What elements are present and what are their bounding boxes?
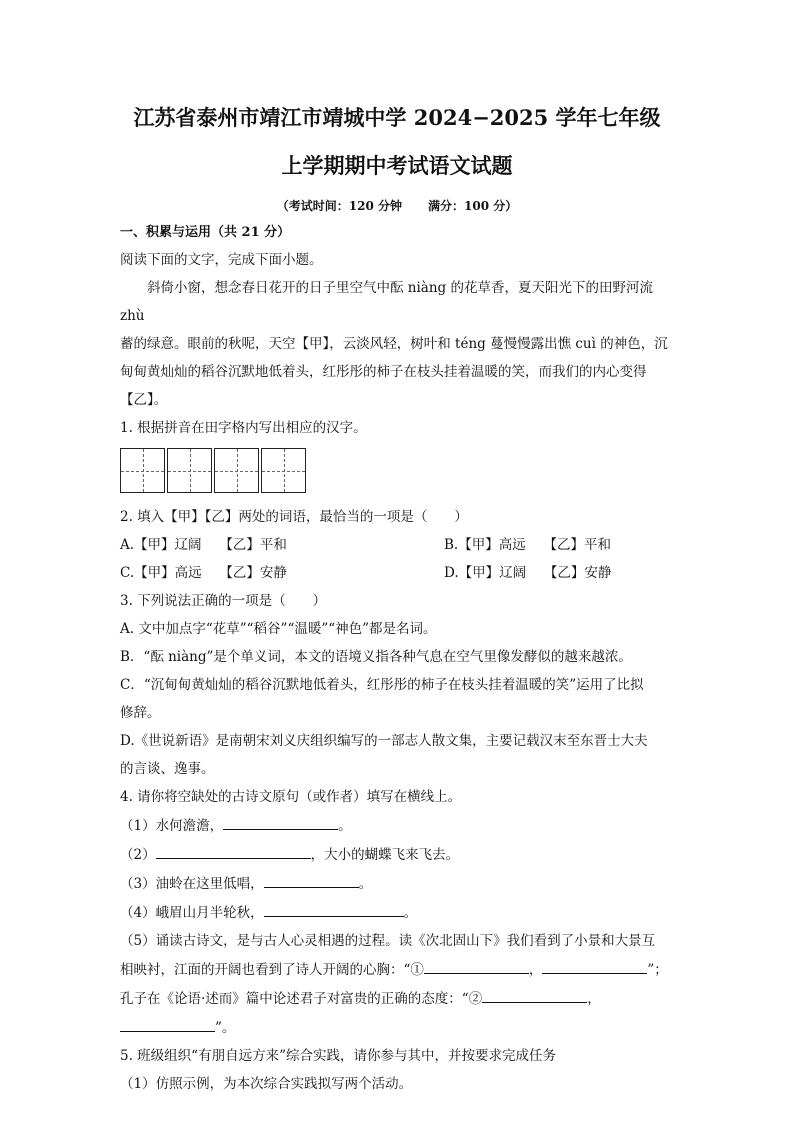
question-4: 4. 请你将空缺处的古诗文原句（或作者）填写在横线上。: [120, 789, 462, 805]
answer-blank[interactable]: [542, 955, 647, 974]
q2-option-d[interactable]: D.【甲】辽阔 【乙】安静: [444, 565, 612, 581]
tianzi-cell[interactable]: [120, 448, 165, 493]
tianzi-cell[interactable]: [167, 448, 212, 493]
q4-item-5: （5）诵读古诗文，是与古人心灵相遇的过程。读《次北固山下》我们看到了小景和大景互: [120, 933, 656, 949]
reading-passage: [120, 274, 674, 414]
exam-meta: [120, 196, 674, 216]
q4-item-2: （2） ，大小的蝴蝶飞来飞去。: [120, 840, 674, 869]
passage-line: 甸甸黄灿灿的稻谷沉默地低着头，红彤彤的柿子在枝头挂着温暖的笑，而我们的内心变得: [120, 364, 647, 380]
q3-option-c[interactable]: C．“沉甸甸黄灿灿的稻谷沉默地低着头，红彤彤的柿子在枝头挂着温暖的笑”运用了比拟: [120, 677, 644, 693]
q3-option-d-cont: 的言谈、逸事。: [120, 761, 215, 777]
question-1: 1. 根据拼音在田字格内写出相应的汉字。: [120, 420, 367, 436]
q4-item-5-line3: 孔子在《论语·述而》篇中论述君子对富贵的正确的态度：“② ，: [120, 984, 674, 1013]
q4-item-5-line4: ”。: [120, 1013, 674, 1042]
answer-blank[interactable]: [424, 955, 529, 974]
question-2: 2. 填入【甲】【乙】两处的词语，最恰当的一项是（ ）: [120, 509, 468, 525]
q3-option-c-cont: 修辞。: [120, 705, 161, 721]
passage-line: 【乙】。: [120, 392, 168, 408]
q4-item-5-line2: 相映衬，江面的开阔也看到了诗人开阔的心胸：“① ， ”；: [120, 955, 674, 984]
q2-options-row: [120, 531, 674, 559]
q5-sub-1: （1）仿照示例，为本次综合实践拟写两个活动。: [120, 1076, 413, 1092]
q3-option-b[interactable]: B．“酝 niàng”是个单义词，本文的语境义指各种气息在空气里像发酵似的越来越浓。: [120, 649, 632, 665]
answer-blank[interactable]: [223, 811, 338, 830]
question-5: 5. 班级组织“有朋自远方来”综合实践，请你参与其中，并按要求完成任务: [120, 1048, 556, 1064]
q3-option-a[interactable]: A. 文中加点字“花草”“稻谷”“温暖”“神色”都是名词。: [120, 621, 437, 637]
q4-item-3: （3）油蛉在这里低唱， 。: [120, 869, 674, 898]
section-heading: 一、积累与运用（共 21 分）: [120, 225, 291, 240]
tianzi-cell[interactable]: [261, 448, 306, 493]
q2-option-c[interactable]: C.【甲】高远 【乙】安静: [120, 565, 287, 581]
answer-blank[interactable]: [264, 898, 404, 917]
passage-line: 蓄的绿意。眼前的秋呢，天空【甲】，云淡风轻，树叶和 téng 蔓慢慢露出憔 cuì 的神色，沉: [120, 336, 668, 352]
exam-score: 满分：100 分）: [428, 199, 518, 213]
passage-line: 斜倚小窗，想念春日花开的日子里空气中酝 niàng 的花草香，夏天阳光下的田野河流 zhù: [120, 280, 653, 324]
answer-blank[interactable]: [482, 984, 587, 1003]
exam-time: （考试时间：120 分钟: [276, 199, 402, 213]
q4-item-1: （1）水何澹澹， 。: [120, 811, 674, 840]
answer-blank[interactable]: [156, 840, 311, 859]
q2-option-b[interactable]: B.【甲】高远 【乙】平和: [444, 537, 612, 553]
tianzi-grid: [120, 448, 674, 493]
question-3: 3. 下列说法正确的一项是（ ）: [120, 593, 327, 609]
tianzi-cell[interactable]: [214, 448, 259, 493]
answer-blank[interactable]: [120, 1013, 215, 1032]
exam-title-line1: 江苏省泰州市靖江市靖城中学 2024−2025 学年七年级: [133, 105, 661, 130]
answer-blank[interactable]: [264, 869, 359, 888]
q4-item-4: （4）峨眉山月半轮秋， 。: [120, 898, 674, 927]
q2-option-a[interactable]: A.【甲】辽阔 【乙】平和: [120, 537, 287, 553]
exam-title-line2: 上学期期中考试语文试题: [281, 153, 513, 178]
section-intro: 阅读下面的文字，完成下面小题。: [120, 252, 323, 268]
q2-options-row: [120, 559, 674, 587]
q3-option-d[interactable]: D.《世说新语》是南朝宋刘义庆组织编写的一部志人散文集，主要记载汉末至东晋士大夫: [120, 733, 648, 749]
